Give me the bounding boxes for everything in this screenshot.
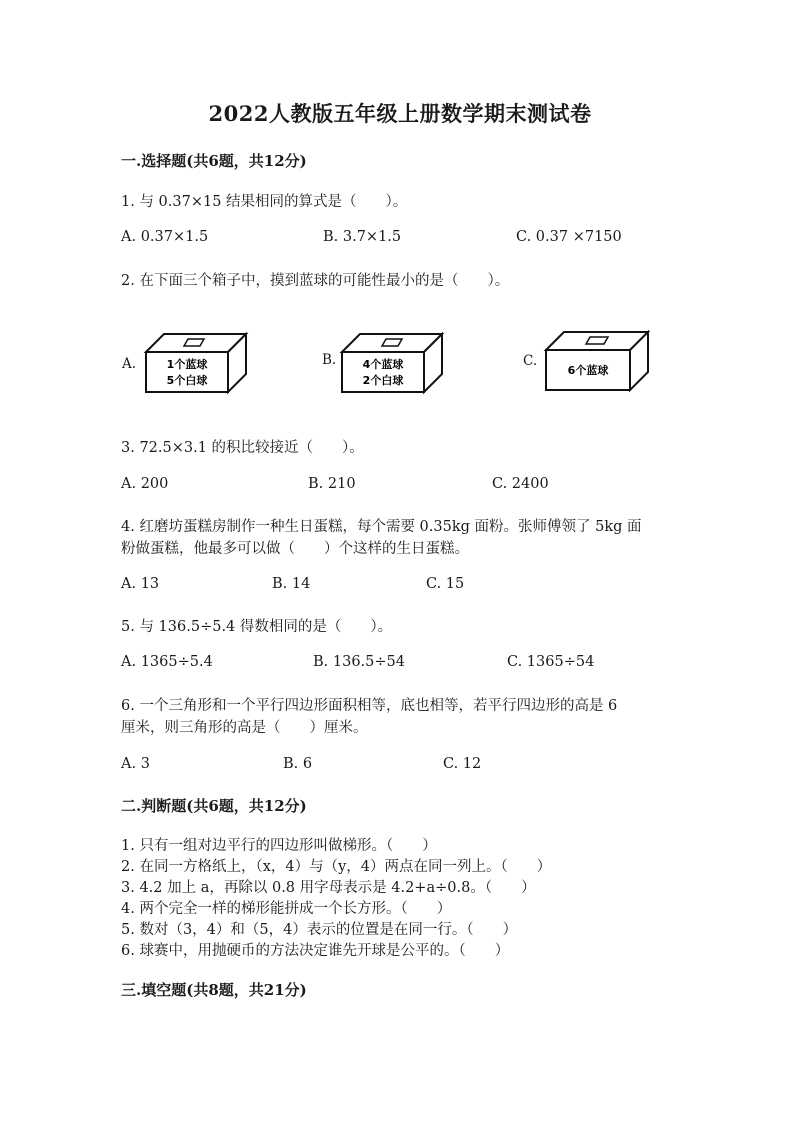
question-4-option-b: B. 14 bbox=[272, 576, 311, 592]
box-b-letter: B. bbox=[322, 352, 337, 368]
question-6-option-a: A. 3 bbox=[121, 756, 150, 772]
box-a-line2: 5个白球 bbox=[166, 374, 208, 387]
question-6-option-b: B. 6 bbox=[283, 756, 313, 772]
box-a-letter: A. bbox=[122, 356, 137, 372]
question-6-option-c: C. 12 bbox=[443, 756, 482, 772]
question-4-stem-line2: 粉做蛋糕，他最多可以做（ ）个这样的生日蛋糕。 bbox=[121, 541, 469, 557]
box-b-line2: 2个白球 bbox=[362, 374, 404, 387]
judgment-item-2: 2. 在同一方格纸上，（x，4）与（y，4）两点在同一列上。（ ） bbox=[121, 859, 552, 875]
section-heading-judgment: 二.判断题(共6题，共12分) bbox=[121, 797, 307, 815]
box-a-illustration bbox=[142, 332, 252, 394]
question-1-option-a: A. 0.37×1.5 bbox=[121, 229, 209, 245]
page-title: 2022人教版五年级上册数学期末测试卷 bbox=[208, 101, 592, 126]
question-6-stem-line1: 6. 一个三角形和一个平行四边形面积相等，底也相等，若平行四边形的高是 6 bbox=[121, 698, 618, 714]
question-3-option-a: A. 200 bbox=[121, 476, 169, 492]
question-5-option-a: A. 1365÷5.4 bbox=[121, 654, 213, 670]
question-4-option-c: C. 15 bbox=[426, 576, 465, 592]
question-5-stem: 5. 与 136.5÷5.4 得数相同的是（ ）。 bbox=[121, 619, 393, 635]
question-3-stem: 3. 72.5×3.1 的积比较接近（ ）。 bbox=[121, 440, 364, 456]
section-heading-fill-in: 三.填空题(共8题，共21分) bbox=[121, 981, 307, 999]
box-b-illustration bbox=[338, 332, 448, 394]
question-1-option-c: C. 0.37 ×7150 bbox=[516, 229, 622, 245]
box-c-illustration bbox=[542, 330, 654, 392]
judgment-item-1: 1. 只有一组对边平行的四边形叫做梯形。（ ） bbox=[121, 838, 437, 854]
question-4-option-a: A. 13 bbox=[121, 576, 160, 592]
section-heading-choice: 一.选择题(共6题，共12分) bbox=[121, 152, 307, 170]
question-2-stem: 2. 在下面三个箱子中，摸到蓝球的可能性最小的是（ ）。 bbox=[121, 273, 510, 289]
judgment-item-5: 5. 数对（3，4）和（5，4）表示的位置是在同一行。（ ） bbox=[121, 922, 518, 938]
box-a-line1: 1个蓝球 bbox=[166, 358, 208, 371]
judgment-item-6: 6. 球赛中，用抛硬币的方法决定谁先开球是公平的。（ ） bbox=[121, 943, 510, 959]
question-5-option-b: B. 136.5÷54 bbox=[313, 654, 405, 670]
question-1-option-b: B. 3.7×1.5 bbox=[323, 229, 402, 245]
question-3-option-c: C. 2400 bbox=[492, 476, 549, 492]
box-b-line1: 4个蓝球 bbox=[362, 358, 404, 371]
question-6-stem-line2: 厘米，则三角形的高是（ ）厘米。 bbox=[121, 720, 368, 736]
judgment-item-4: 4. 两个完全一样的梯形能拼成一个长方形。（ ） bbox=[121, 901, 452, 917]
question-3-option-b: B. 210 bbox=[308, 476, 356, 492]
question-5-option-c: C. 1365÷54 bbox=[507, 654, 595, 670]
question-4-stem-line1: 4. 红磨坊蛋糕房制作一种生日蛋糕，每个需要 0.35kg 面粉。张师傅领了 5kg 面 bbox=[121, 519, 642, 535]
question-1-stem: 1. 与 0.37×15 结果相同的算式是（ ）。 bbox=[121, 194, 408, 210]
judgment-item-3: 3. 4.2 加上 a，再除以 0.8 用字母表示是 4.2+a÷0.8。（ ） bbox=[121, 880, 536, 896]
box-c-line1: 6个蓝球 bbox=[567, 364, 609, 377]
box-c-letter: C. bbox=[523, 353, 538, 369]
